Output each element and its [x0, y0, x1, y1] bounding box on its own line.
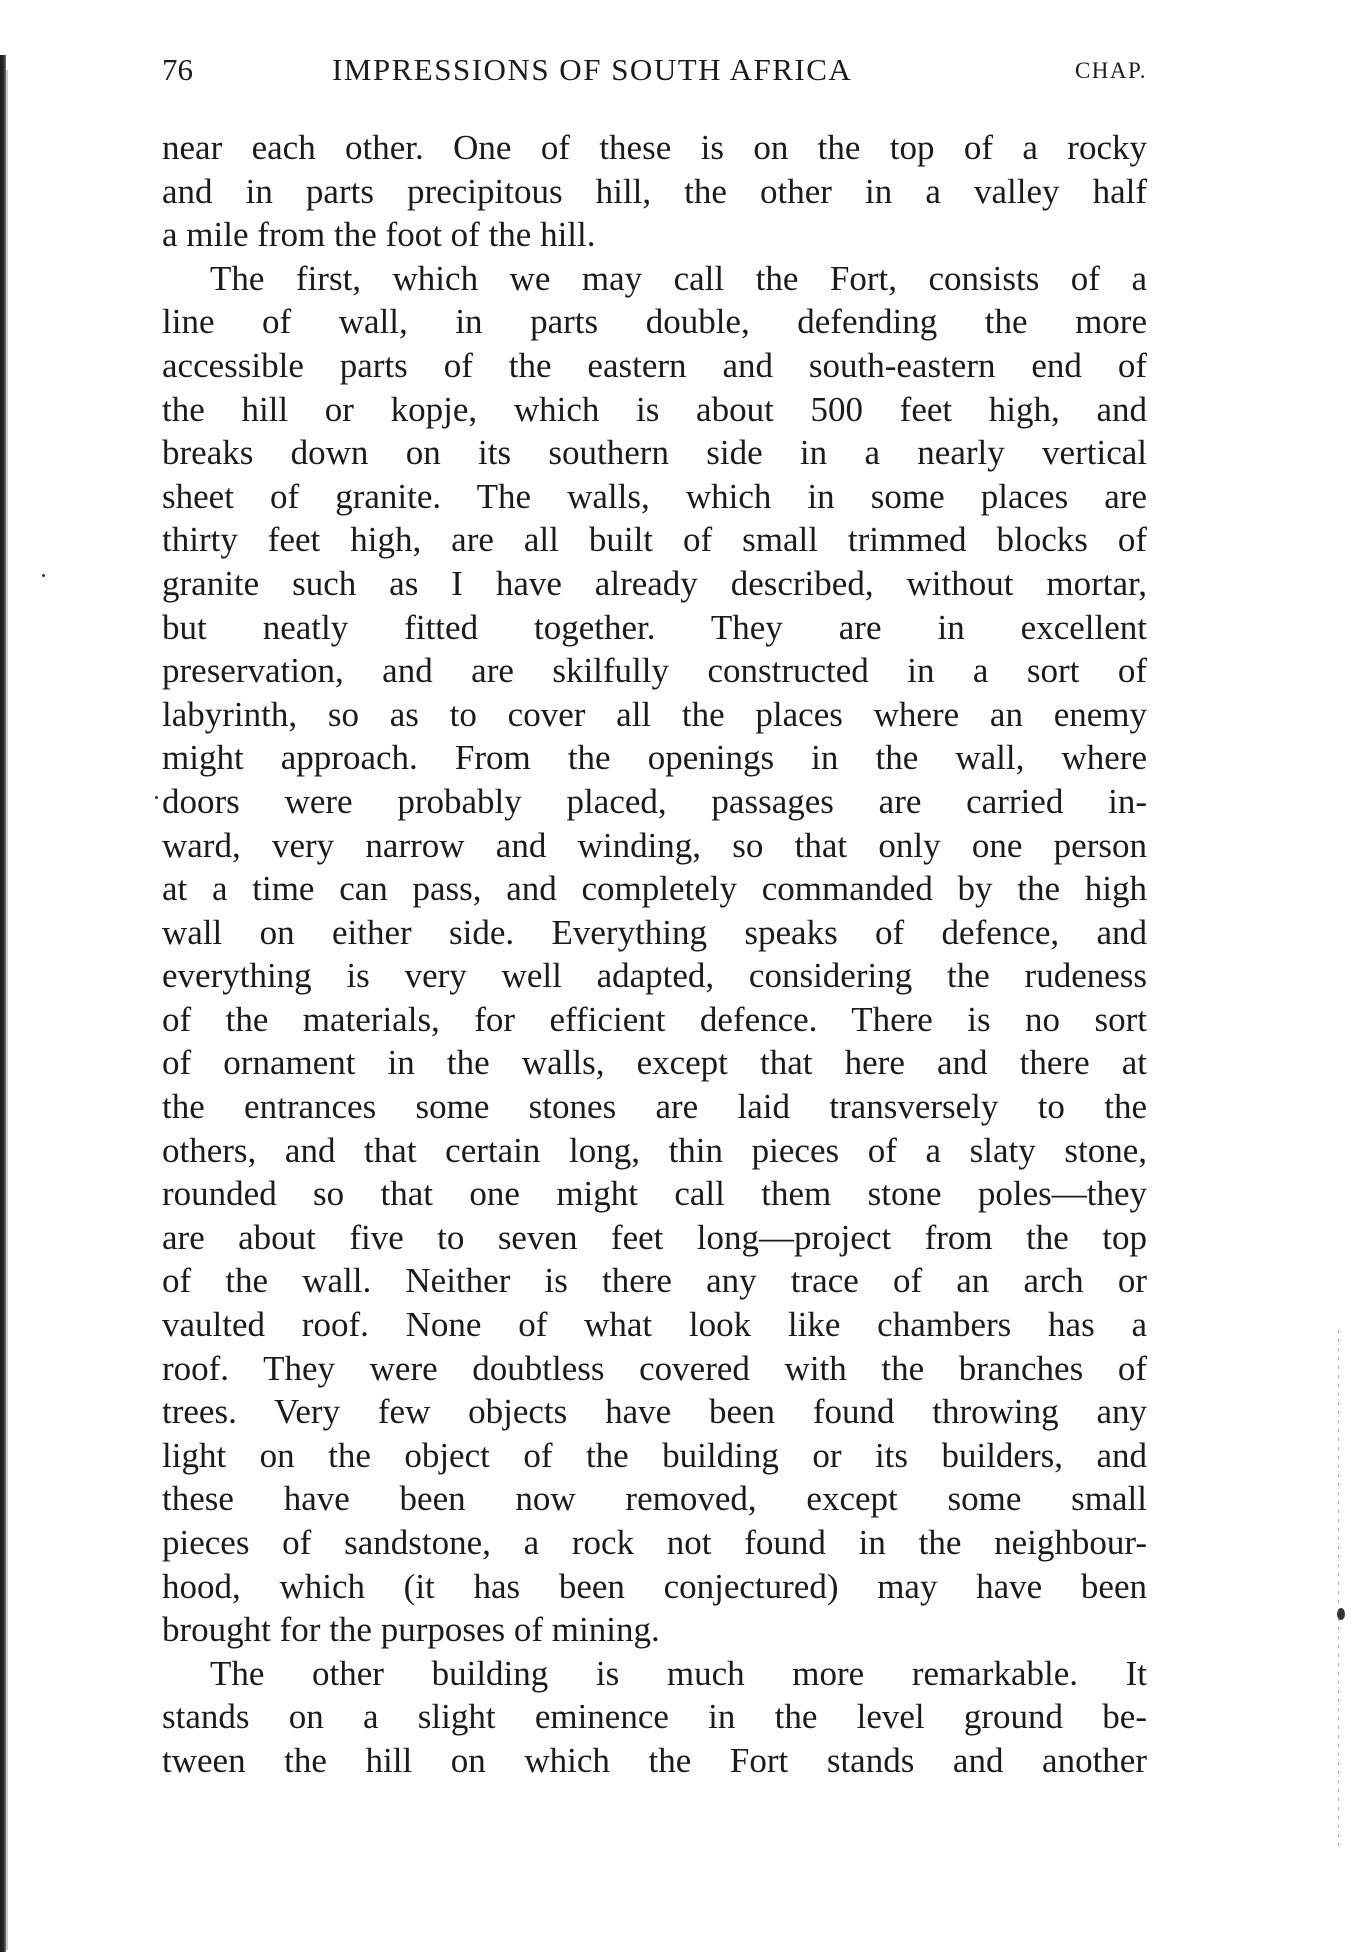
text-line: the hill or kopje, which is about 500 feet high, and [162, 389, 1147, 429]
text-line: accessible parts of the eastern and south-eastern end of [162, 345, 1147, 385]
text-line: of ornament in the walls, except that here and there at [162, 1043, 1147, 1083]
text-line: near each other. One of these is on the top of a rocky [162, 128, 1147, 167]
text-line: labyrinth, so as to cover all the places where an enemy [162, 694, 1147, 734]
text-line: stands on a slight eminence in the level ground be- [162, 1697, 1147, 1737]
text-line: doors were probably placed, passages are carried in- [162, 781, 1147, 821]
text-line: and in parts precipitous hill, the other in a valley half [162, 171, 1147, 211]
page-number: 76 [162, 52, 193, 87]
running-title: IMPRESSIONS OF SOUTH AFRICA [332, 52, 853, 87]
text-line: but neatly fitted together. They are in excellent [162, 607, 1147, 647]
text-line: of the wall. Neither is there any trace of an arch or [162, 1261, 1147, 1301]
text-line: the entrances some stones are laid transversely to the [162, 1087, 1147, 1127]
binding-edge [6, 70, 8, 1950]
text-line: trees. Very few objects have been found throwing any [162, 1392, 1147, 1432]
text-line: The other building is much more remarkable. It [210, 1653, 1147, 1693]
text-line: these have been now removed, except some small [162, 1479, 1147, 1519]
text-line: are about five to seven feet long—project from the top [162, 1217, 1147, 1257]
text-line: of the materials, for efficient defence. There is no sort [162, 999, 1147, 1039]
text-line: breaks down on its southern side in a nearly vertical [162, 433, 1147, 473]
text-line: might approach. From the openings in the wall, where [162, 738, 1147, 778]
margin-speck [155, 796, 158, 799]
text-line: others, and that certain long, thin pieces of a slaty stone, [162, 1130, 1147, 1170]
text-line: light on the object of the building or its builders, and [162, 1435, 1147, 1475]
text-line: The first, which we may call the Fort, consists of a [210, 258, 1147, 298]
chapter-label: CHAP. [1074, 58, 1147, 83]
text-line: line of wall, in parts double, defending the more [162, 302, 1147, 342]
text-line: everything is very well adapted, considering the rudeness [162, 956, 1147, 996]
text-line: tween the hill on which the Fort stands and another [162, 1740, 1147, 1780]
text-line: sheet of granite. The walls, which in some places are [162, 476, 1147, 516]
text-line: thirty feet high, are all built of small trimmed blocks of [162, 520, 1147, 560]
text-line: roof. They were doubtless covered with the branches of [162, 1348, 1147, 1388]
text-line: granite such as I have already described, without mortar, [162, 563, 1147, 603]
text-line: ward, very narrow and winding, so that only one person [162, 825, 1147, 865]
text-line: vaulted roof. None of what look like chambers has a [162, 1305, 1147, 1345]
text-line: at a time can pass, and completely commanded by the high [162, 869, 1147, 909]
text-line: rounded so that one might call them stone poles—they [162, 1174, 1147, 1214]
text-line: pieces of sandstone, a rock not found in the neighbour- [162, 1523, 1147, 1562]
running-header [162, 48, 1147, 94]
text-line: brought for the purposes of mining. [162, 1610, 660, 1650]
text-line: wall on either side. Everything speaks of defence, and [162, 912, 1147, 952]
margin-trace [1338, 1330, 1339, 1850]
body-text [162, 126, 1147, 1783]
text-line: hood, which (it has been conjectured) may have been [162, 1566, 1147, 1606]
margin-speck [42, 574, 45, 577]
text-line: preservation, and are skilfully constructed in a sort of [162, 651, 1147, 691]
text-line: a mile from the foot of the hill. [162, 215, 596, 255]
